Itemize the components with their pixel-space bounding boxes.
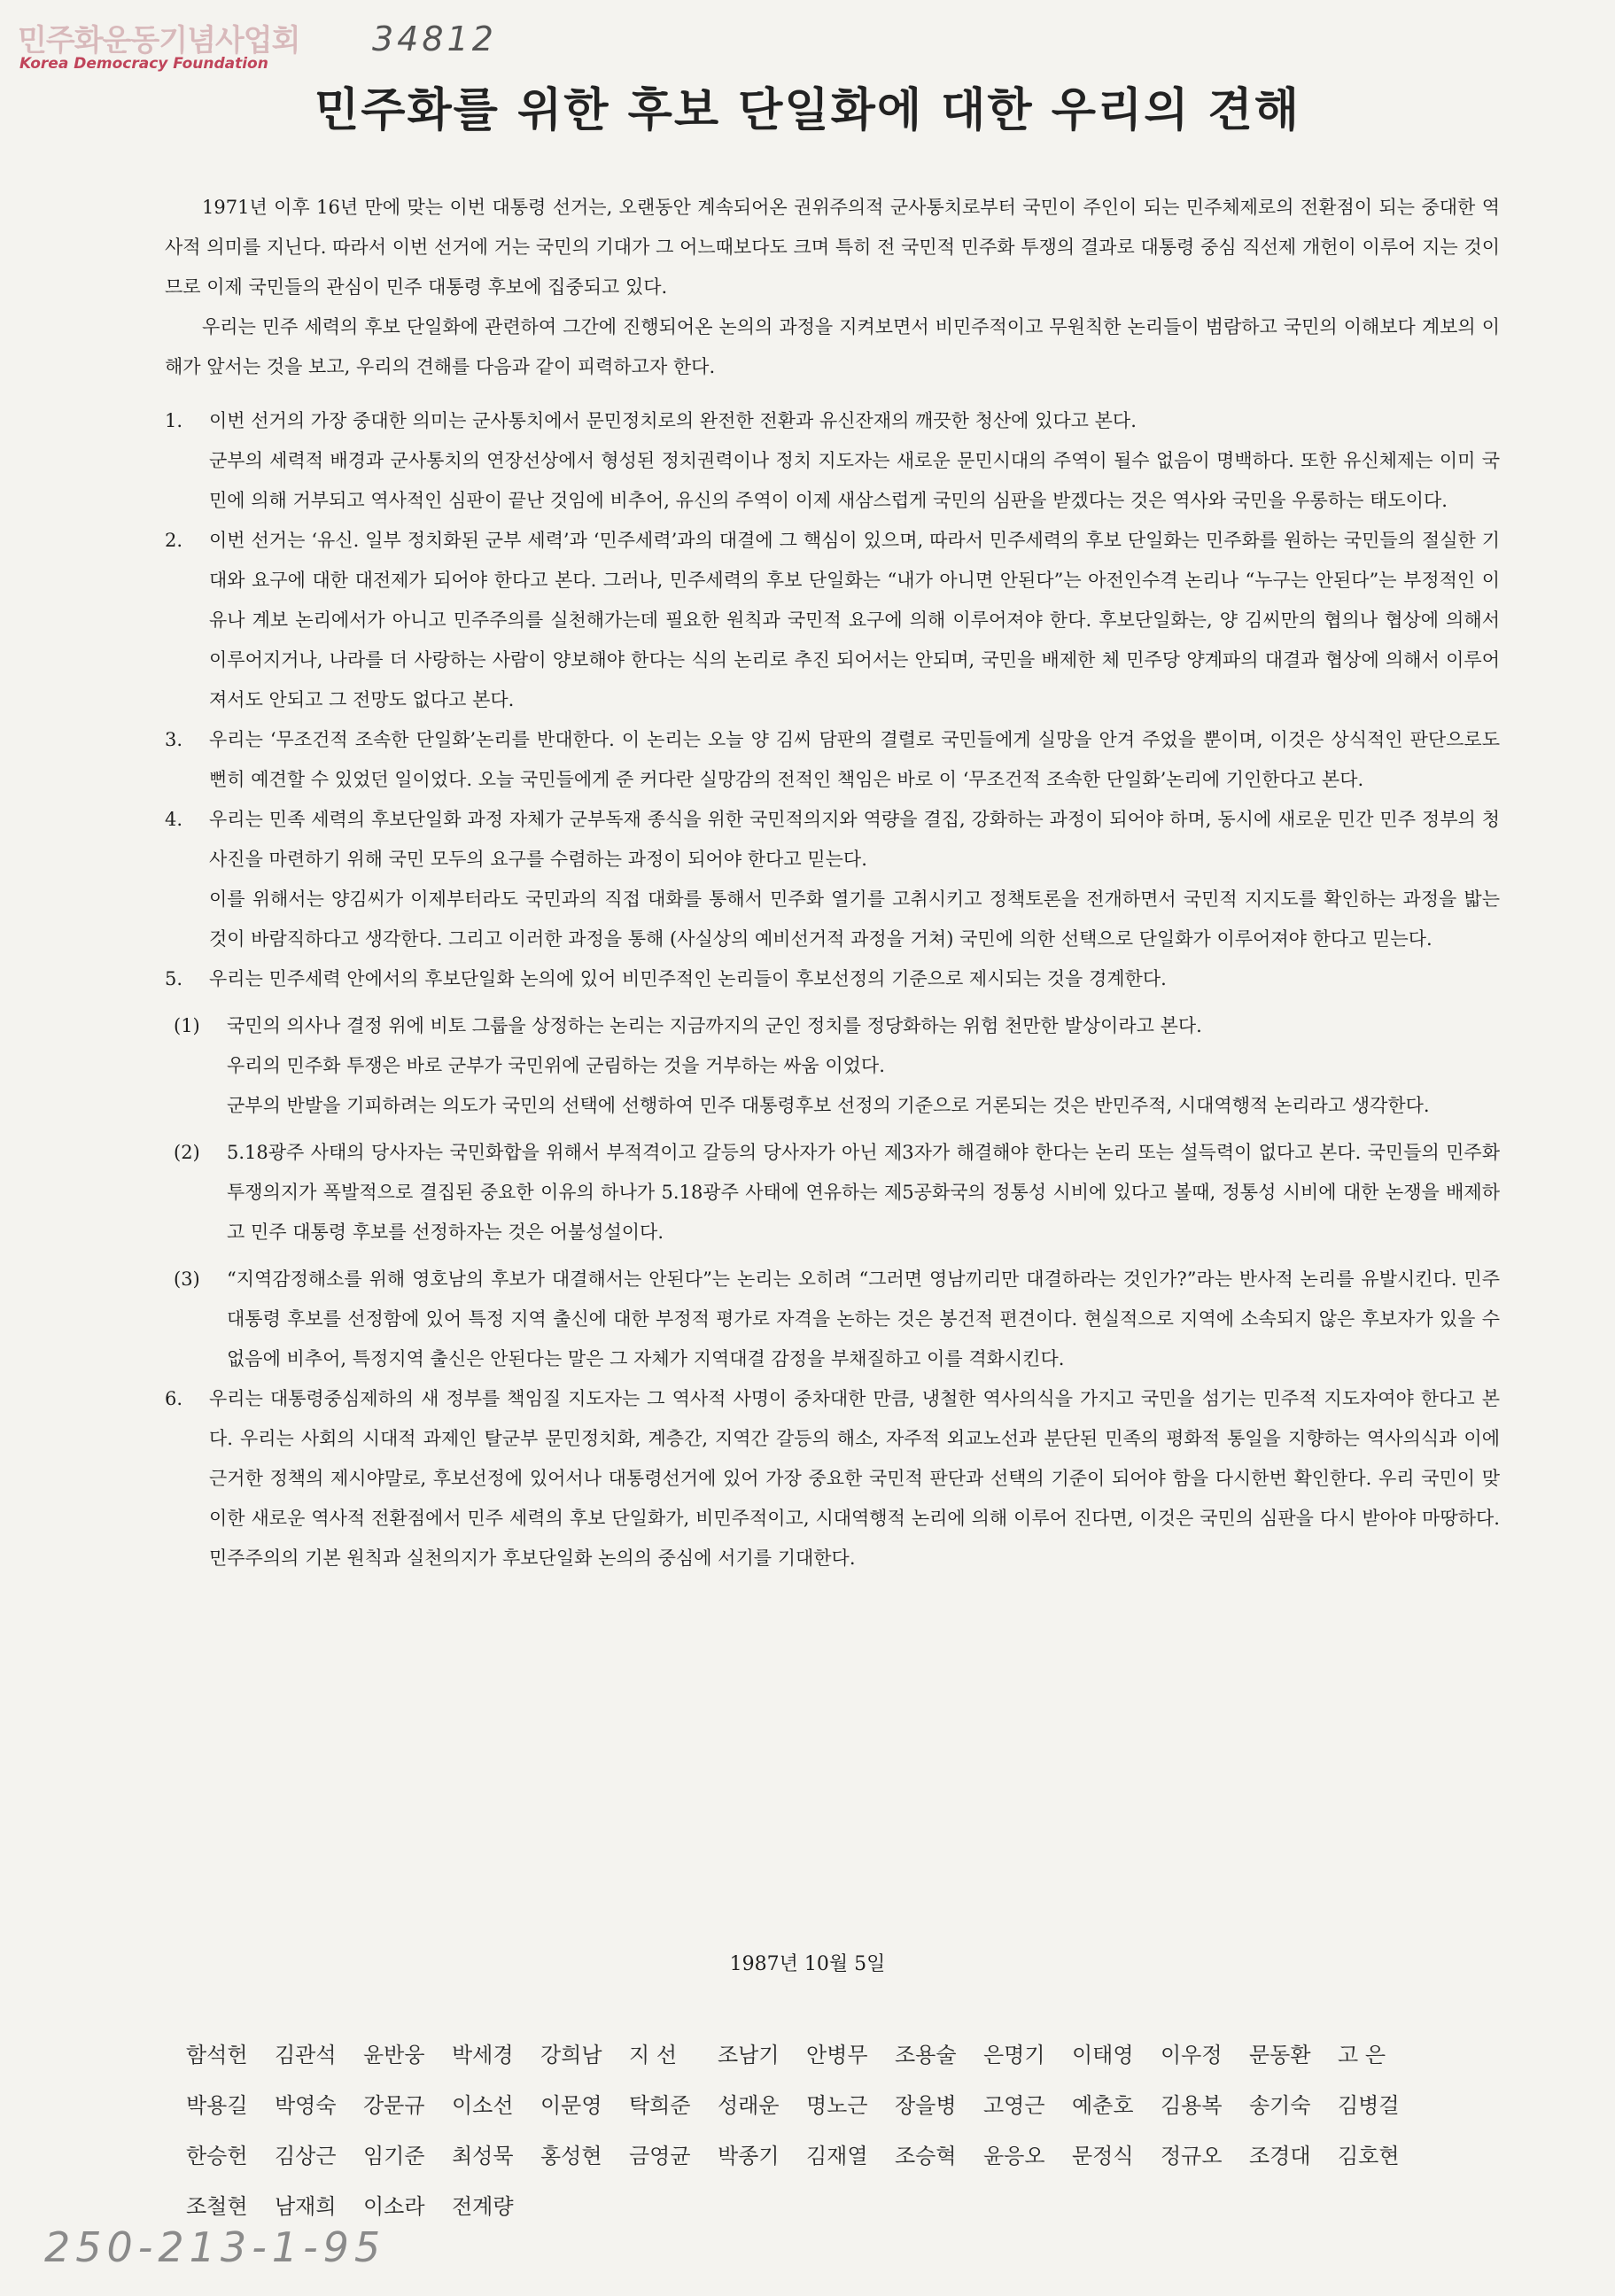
signatory-name: 이우정	[1161, 2043, 1223, 2067]
signatory-name: 한승헌	[186, 2144, 248, 2168]
signatory-name: 전계량	[452, 2194, 514, 2219]
signatory-name: 박영숙	[275, 2093, 337, 2118]
signatory-name: 김호현	[1338, 2144, 1400, 2168]
signatory-name: 금영균	[629, 2144, 691, 2168]
signatory-name: 김병걸	[1338, 2093, 1400, 2118]
signatory-name: 김재열	[806, 2144, 868, 2168]
document-date: 1987년 10월 5일	[729, 1953, 886, 1975]
signatory-name: 조철현	[186, 2194, 248, 2219]
sub-item-text: “지역감정해소를 위해 영호남의 후보가 대결해서는 안된다”는 논리는 오히려 “그러면 영남끼리만 대결하라는 것인가?”라는 반사적 논리를 유발시킨다. 민주대통령 후보를 선정함에 있어 특정 지역 출신에 대한 부정적 평가로 자격을 논하는 것은 봉건적 편견이다. 현실적으로 지역에 소속되지 않은 후보자가 있을 수 없음에 비추어, 특정지역 출신은 안된다는 말은 그 자체가 지역대결 감정을 부채질하고 이를 격화시킨다.	[227, 1268, 1500, 1369]
sub-list	[174, 1006, 1500, 1379]
sub-item-number: (1)	[174, 1015, 200, 1036]
list-item	[165, 720, 1500, 800]
sub-list-item	[174, 1260, 1500, 1379]
signatory-name: 문정식	[1072, 2144, 1134, 2168]
list-item	[165, 800, 1500, 959]
signatory-name: 명노근	[806, 2093, 868, 2118]
archive-number: 34812	[372, 19, 497, 58]
sub-item-number: (3)	[174, 1268, 200, 1290]
item-number: 5.	[165, 968, 183, 989]
signatory-name: 조남기	[718, 2043, 780, 2067]
signatory-name: 이태영	[1072, 2043, 1134, 2067]
item-text: 우리는 ‘무조건적 조속한 단일화’논리를 반대한다. 이 논리는 오늘 양 김씨 담판의 결렬로 국민들에게 실망을 안겨 주었을 뿐이며, 이것은 상식적인 판단으로도 뻔히 예견할 수 있었던 일이었다. 오늘 국민들에게 준 커다란 실망감의 전적인 책임은 바로 이 ‘무조건적 조속한 단일화’논리에 기인한다고 본다.	[209, 729, 1500, 790]
signatory-name: 이소선	[452, 2093, 514, 2118]
list-item	[165, 959, 1500, 999]
list-item	[165, 521, 1500, 720]
item-number: 6.	[165, 1388, 183, 1409]
signatory-name: 박용길	[186, 2093, 248, 2118]
sub-list-item	[174, 1133, 1500, 1253]
signatory-name: 김용복	[1161, 2093, 1223, 2118]
signatory-name: 박세경	[452, 2043, 514, 2067]
item-text: 우리는 민족 세력의 후보단일화 과정 자체가 군부독재 종식을 위한 국민적의지와 역량을 결집, 강화하는 과정이 되어야 하며, 동시에 새로운 민간 민주 정부의 청사진을 마련하기 위해 국민 모두의 요구를 수렴하는 과정이 되어야 한다고 믿는다.	[209, 809, 1500, 870]
sub-item-number: (2)	[174, 1142, 200, 1163]
sub-item-text: 5.18광주 사태의 당사자는 국민화합을 위해서 부적격이고 갈등의 당사자가 아닌 제3자가 해결해야 한다는 논리 또는 설득력이 없다고 본다. 국민들의 민주화투쟁의지가 폭발적으로 결집된 중요한 이유의 하나가 5.18광주 사태에 연유하는 제5공화국의 정통성 시비에 있다고 볼때, 정통성 시비에 대한 논쟁을 배제하고 민주 대통령 후보를 선정하자는 것은 어불성설이다.	[227, 1142, 1500, 1243]
item-number: 1.	[165, 410, 183, 431]
signatory-name: 이문영	[540, 2093, 602, 2118]
sub-item-text: 군부의 반발을 기피하려는 의도가 국민의 선택에 선행하여 민주 대통령후보 선정의 기준으로 거론되는 것은 반민주적, 시대역행적 논리라고 생각한다.	[227, 1095, 1430, 1116]
handwritten-code: 250-213-1-95	[44, 2223, 386, 2271]
signatory-name: 탁희준	[629, 2093, 691, 2118]
signatory-name: 송기숙	[1249, 2093, 1311, 2118]
item-text: 이번 선거는 ‘유신. 일부 정치화된 군부 세력’과 ‘민주세력’과의 대결에 그 핵심이 있으며, 따라서 민주세력의 후보 단일화는 민주화를 원하는 국민들의 절실한 기대와 요구에 대한 대전제가 되어야 한다고 본다. 그러나, 민주세력의 후보 단일화는 “내가 아니면 안된다”는 아전인수격 논리나 “누구는 안된다”는 부정적인 이유나 계보 논리에서가 아니고 민주주의를 실천해가는데 필요한 원칙과 국민적 요구에 의해 이루어져야 한다. 후보단일화는, 양 김씨만의 협의나 협상에 의해서 이루어지거나, 나라를 더 사랑하는 사람이 양보해야 한다는 식의 논리로 추진 되어서는 안되며, 국민을 배제한 체 민주당 양계파의 대결과 협상에 의해서 이루어져서도 안되고 그 전망도 없다고 본다.	[209, 530, 1500, 710]
signatory-name: 지 선	[629, 2043, 677, 2067]
signatory-name: 강문규	[363, 2093, 425, 2118]
signatory-name: 최성묵	[452, 2144, 514, 2168]
signatory-name: 함석헌	[186, 2043, 248, 2067]
signatory-name: 윤응오	[983, 2144, 1045, 2168]
signatory-name: 예춘호	[1072, 2093, 1134, 2118]
sub-list-item	[174, 1006, 1500, 1126]
list-item	[165, 401, 1500, 521]
signatory-name: 장을병	[895, 2093, 957, 2118]
position-list	[165, 401, 1500, 1578]
signatory-name: 조승혁	[895, 2144, 957, 2168]
signatory-name: 문동환	[1249, 2043, 1311, 2067]
item-subtext: 이를 위해서는 양김씨가 이제부터라도 국민과의 직접 대화를 통해서 민주화 열기를 고취시키고 정책토론을 전개하면서 국민적 지지도를 확인하는 과정을 밟는 것이 바람직하다고 생각한다. 그리고 이러한 과정을 통해 (사실상의 예비선거적 과정을 거쳐) 국민에 의한 선택으로 단일화가 이루어져야 한다고 믿는다.	[209, 888, 1500, 950]
signatory-name: 남재희	[275, 2194, 337, 2219]
item-text: 이번 선거의 가장 중대한 의미는 군사통치에서 문민정치로의 완전한 전환과 유신잔재의 깨끗한 청산에 있다고 본다.	[209, 410, 1137, 431]
sub-item-text: 국민의 의사나 결정 위에 비토 그룹을 상정하는 논리는 지금까지의 군인 정치를 정당화하는 위험 천만한 발상이라고 본다.	[227, 1015, 1202, 1036]
signatory-name: 조경대	[1249, 2144, 1311, 2168]
item-number: 4.	[165, 809, 183, 830]
intro-paragraph: 우리는 민주 세력의 후보 단일화에 관련하여 그간에 진행되어온 논의의 과정을 지켜보면서 비민주적이고 무원칙한 논리들이 범람하고 국민의 이해보다 계보의 이해가 앞서는 것을 보고, 우리의 견해를 다음과 같이 피력하고자 한다.	[165, 316, 1500, 377]
sub-item-text: 우리의 민주화 투쟁은 바로 군부가 국민위에 군림하는 것을 거부하는 싸움 이었다.	[227, 1055, 885, 1076]
signatory-name: 박종기	[718, 2144, 780, 2168]
signatory-list	[186, 2037, 1471, 2220]
signatory-name: 이소라	[363, 2194, 425, 2219]
signatory-name: 임기준	[363, 2144, 425, 2168]
signatory-name: 은명기	[983, 2043, 1045, 2067]
intro-paragraph: 1971년 이후 16년 만에 맞는 이번 대통령 선거는, 오랜동안 계속되어온 권위주의적 군사통치로부터 국민이 주인이 되는 민주체제로의 전환점이 되는 중대한 역사적 의미를 지닌다. 따라서 이번 선거에 거는 국민의 기대가 그 어느때보다도 크며 특히 전 국민적 민주화 투쟁의 결과로 대통령 중심 직선제 개헌이 이루어 지는 것이므로 이제 국민들의 관심이 민주 대통령 후보에 집중되고 있다.	[165, 197, 1500, 298]
signatory-name: 고 은	[1338, 2043, 1386, 2067]
document-body	[165, 188, 1500, 1578]
item-text: 우리는 민주세력 안에서의 후보단일화 논의에 있어 비민주적인 논리들이 후보선정의 기준으로 제시되는 것을 경계한다.	[209, 968, 1167, 989]
signatory-name: 안병무	[806, 2043, 868, 2067]
list-item	[165, 1379, 1500, 1578]
item-number: 3.	[165, 729, 183, 750]
signatory-name: 강희남	[540, 2043, 602, 2067]
item-text: 우리는 대통령중심제하의 새 정부를 책임질 지도자는 그 역사적 사명이 중차대한 만큼, 냉철한 역사의식을 가지고 국민을 섬기는 민주적 지도자여야 한다고 본다. 우리는 사회의 시대적 과제인 탈군부 문민정치화, 계층간, 지역간 갈등의 해소, 자주적 외교노선과 분단된 민족의 평화적 통일을 지향하는 역사의식과 이에 근거한 정책의 제시야말로, 후보선정에 있어서나 대통령선거에 있어 가장 중요한 국민적 판단과 선택의 기준이 되어야 함을 다시한번 확인한다. 우리 국민이 맞이한 새로운 역사적 전환점에서 민주 세력의 후보 단일화가, 비민주적이고, 시대역행적 논리에 의해 이루어 진다면, 이것은 국민의 심판을 다시 받아야 마땅하다. 민주주의의 기본 원칙과 실천의지가 후보단일화 논의의 중심에 서기를 기대한다.	[209, 1388, 1500, 1569]
foundation-watermark-english: Korea Democracy Foundation	[19, 55, 268, 73]
signatory-name: 김상근	[275, 2144, 337, 2168]
signatory-name: 홍성현	[540, 2144, 602, 2168]
document-title: 민주화를 위한 후보 단일화에 대한 우리의 견해	[314, 84, 1301, 137]
item-subtext: 군부의 세력적 배경과 군사통치의 연장선상에서 형성된 정치권력이나 정치 지도자는 새로운 문민시대의 주역이 될수 없음이 명백하다. 또한 유신체제는 이미 국민에 의해 거부되고 역사적인 심판이 끝난 것임에 비추어, 유신의 주역이 이제 새삼스럽게 국민의 심판을 받겠다는 것은 역사와 국민을 우롱하는 태도이다.	[209, 450, 1500, 511]
signatory-name: 김관석	[275, 2043, 337, 2067]
signatory-name: 성래운	[718, 2093, 780, 2118]
foundation-watermark: 민주화운동기념사업회	[18, 23, 300, 58]
signatory-name: 윤반웅	[363, 2043, 425, 2067]
signatory-name: 조용술	[895, 2043, 957, 2067]
signatory-name: 고영근	[983, 2093, 1045, 2118]
signatory-name: 정규오	[1161, 2144, 1223, 2168]
item-number: 2.	[165, 530, 183, 551]
